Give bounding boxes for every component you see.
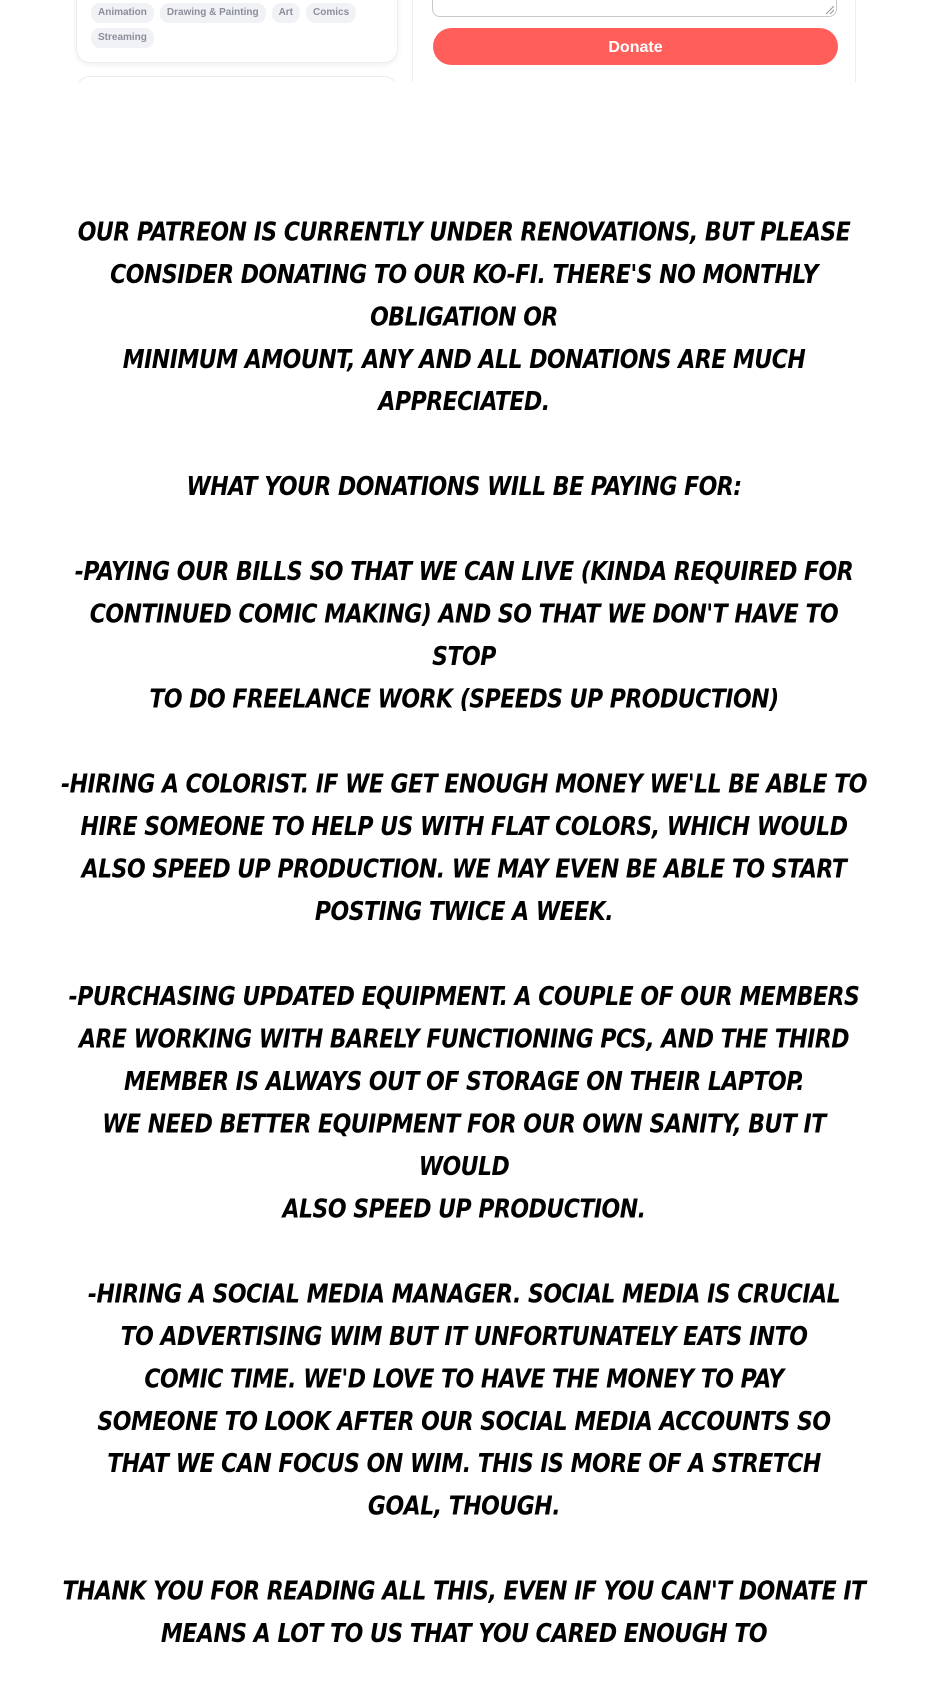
- tag-list: [91, 3, 381, 48]
- note-intro: OUR PATREON IS CURRENTLY UNDER RENOVATIONS, BUT PLEASE CONSIDER DONATING TO OUR KO-FI. THERE'S NO MONTHLY OBLIGATION OR MINIMUM AMOUNT, ANY AND ALL DONATIONS ARE MUCH APPRECIATED.: [77, 217, 851, 418]
- donate-panel: [412, 0, 856, 82]
- note-item-social-media: -HIRING A SOCIAL MEDIA MANAGER. SOCIAL MEDIA IS CRUCIAL TO ADVERTISING WIM BUT IT UNFORTUNATELY EATS INTO COMIC TIME. WE'D LOVE TO HAVE THE MONEY TO PAY SOMEONE TO LOOK AFTER OUR SOCIAL MEDIA ACCOUNTS SO THAT WE CAN FOCUS ON WIM. THIS IS MORE OF A STRETCH GOAL, THOUGH.: [87, 1279, 841, 1522]
- donate-button[interactable]: Donate: [433, 28, 838, 65]
- note-heading: WHAT YOUR DONATIONS WILL BE PAYING FOR:: [186, 472, 742, 503]
- tag-drawing-painting[interactable]: Drawing & Painting: [160, 3, 266, 23]
- donation-note: [60, 212, 868, 1699]
- tag-comics[interactable]: Comics: [306, 3, 356, 23]
- note-item-equipment: -PURCHASING UPDATED EQUIPMENT. A COUPLE OF OUR MEMBERS ARE WORKING WITH BARELY FUNCTIONING PCS, AND THE THIRD MEMBER IS ALWAYS OUT OF STORAGE ON THEIR LAPTOP. WE NEED BETTER EQUIPMENT FOR OUR OWN SANITY, BUT IT WOULD ALSO SPEED UP PRODUCTION.: [68, 982, 860, 1225]
- note-item-colorist: -HIRING A COLORIST. IF WE GET ENOUGH MONEY WE'LL BE ABLE TO HIRE SOMEONE TO HELP US WITH FLAT COLORS, WHICH WOULD ALSO SPEED UP PRODUCTION. WE MAY EVEN BE ABLE TO START POSTING TWICE A WEEK.: [61, 770, 867, 928]
- tag-animation[interactable]: Animation: [91, 3, 154, 23]
- kofi-widget-screenshot: [0, 0, 940, 82]
- tags-card: [76, 0, 398, 63]
- tag-art[interactable]: Art: [272, 3, 300, 23]
- next-card: [76, 76, 398, 82]
- note-item-bills: -PAYING OUR BILLS SO THAT WE CAN LIVE (KINDA REQUIRED FOR CONTINUED COMIC MAKING) AND SO THAT WE DON'T HAVE TO STOP TO DO FREELANCE WORK (SPEEDS UP PRODUCTION): [74, 557, 854, 715]
- tag-streaming[interactable]: Streaming: [91, 28, 154, 48]
- message-textarea[interactable]: [432, 0, 837, 17]
- note-closing: THANK YOU FOR READING ALL THIS, EVEN IF YOU CAN'T DONATE IT MEANS A LOT TO US THAT YOU CARED ENOUGH TO: [62, 1577, 866, 1650]
- resize-grip-icon[interactable]: [826, 6, 834, 14]
